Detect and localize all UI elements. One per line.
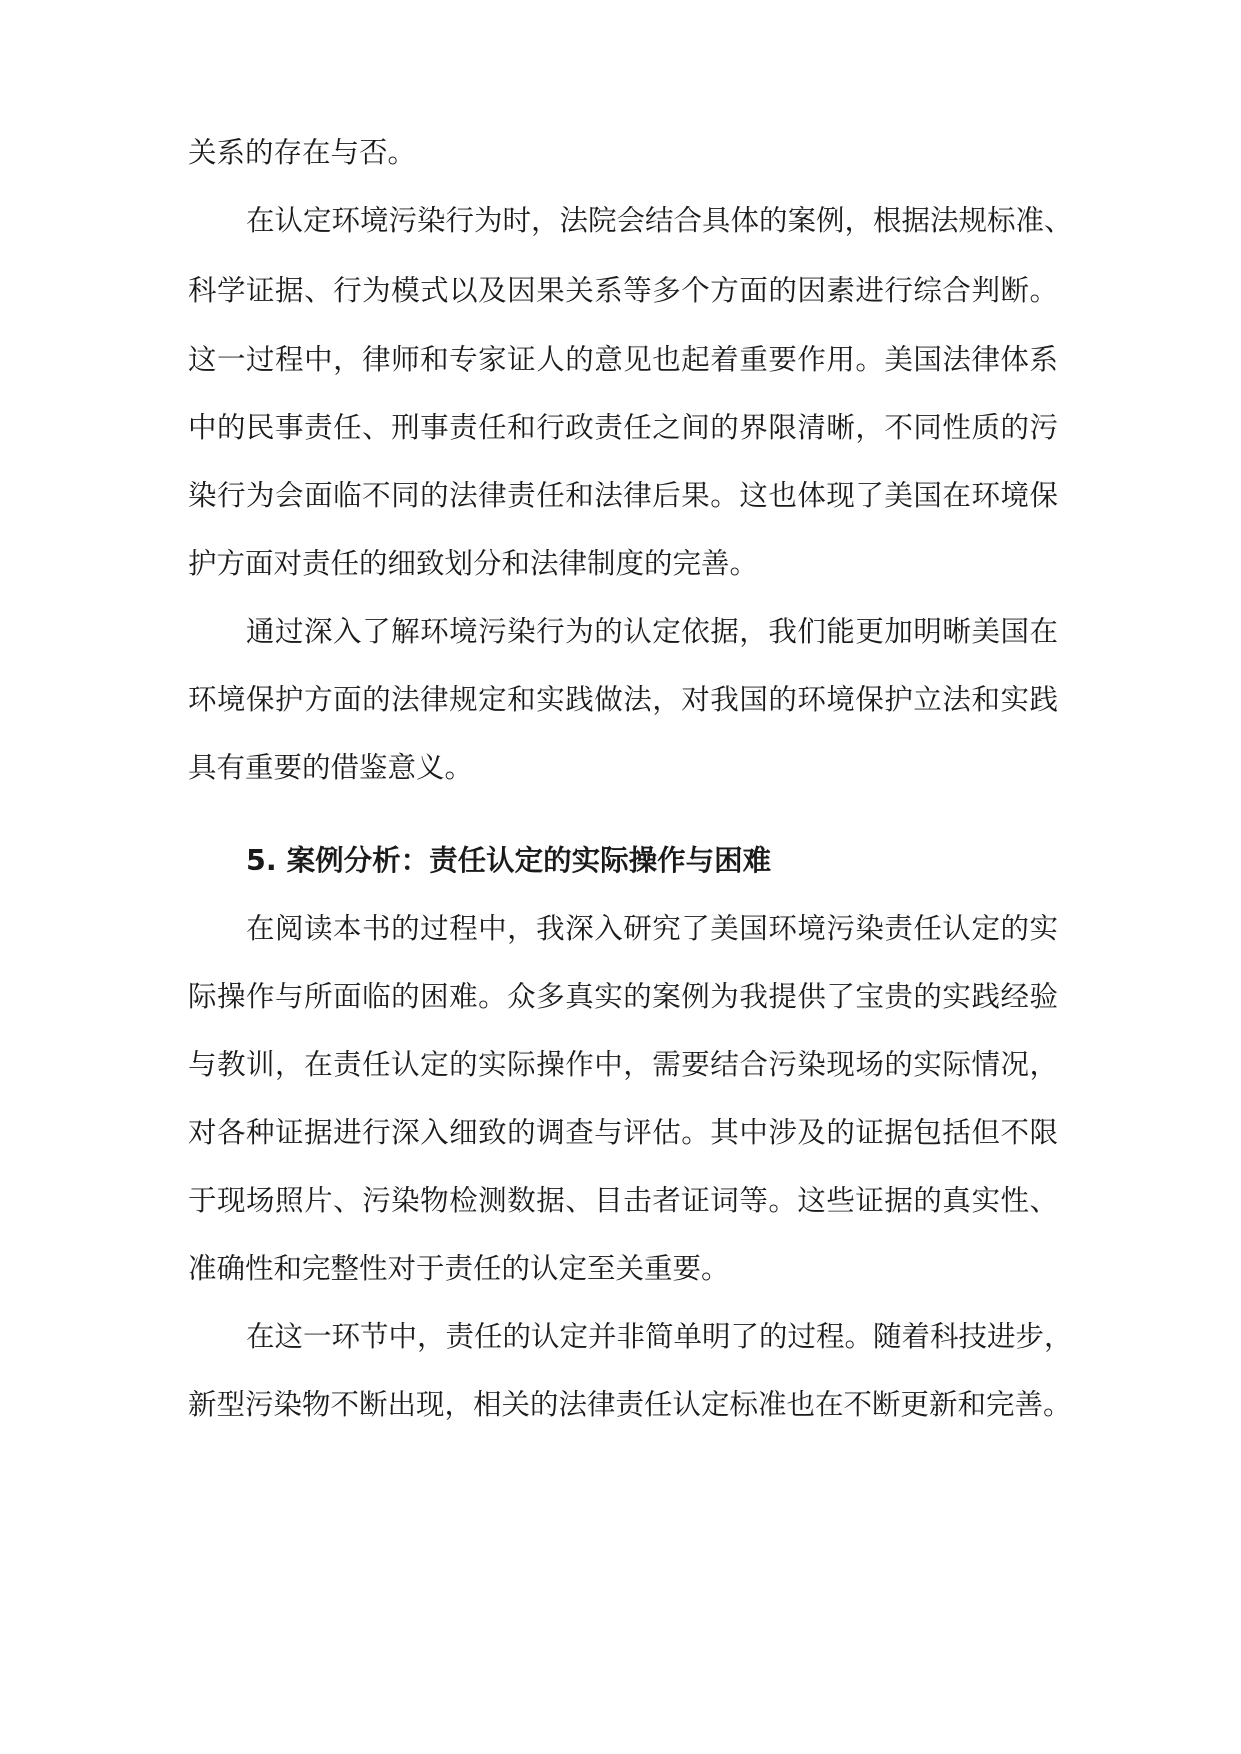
paragraph-3-line-2: 环境保护方面的法律规定和实践做法，对我国的环境保护立法和实践: [188, 683, 1058, 716]
paragraph-4-line-3: 与教训，在责任认定的实际操作中，需要结合污染现场的实际情况，: [188, 1048, 1058, 1081]
paragraph-5-line-2: 新型污染物不断出现，相关的法律责任认定标准也在不断更新和完善。: [188, 1388, 1072, 1421]
paragraph-5-line-1: 在这一环节中，责任的认定并非简单明了的过程。随着科技进步，: [246, 1320, 1073, 1353]
paragraph-4-line-4: 对各种证据进行深入细致的调查与评估。其中涉及的证据包括但不限: [188, 1116, 1058, 1149]
paragraph-2-line-2: 科学证据、行为模式以及因果关系等多个方面的因素进行综合判断。: [188, 274, 1058, 307]
paragraph-4-line-5: 于现场照片、污染物检测数据、目击者证词等。这些证据的真实性、: [188, 1184, 1058, 1217]
paragraph-4-line-2: 际操作与所面临的困难。众多真实的案例为我提供了宝贵的实践经验: [188, 980, 1058, 1013]
paragraph-4-line-6: 准确性和完整性对于责任的认定至关重要。: [188, 1252, 730, 1285]
paragraph-2-line-1: 在认定环境污染行为时，法院会结合具体的案例，根据法规标准、: [246, 204, 1073, 237]
paragraph-2-line-5: 染行为会面临不同的法律责任和法律后果。这也体现了美国在环境保: [188, 479, 1058, 512]
paragraph-4-line-1: 在阅读本书的过程中，我深入研究了美国环境污染责任认定的实: [246, 912, 1058, 945]
paragraph-2-line-3: 这一过程中，律师和专家证人的意见也起着重要作用。美国法律体系: [188, 343, 1058, 376]
paragraph-2-line-6: 护方面对责任的细致划分和法律制度的完善。: [188, 547, 759, 580]
paragraph-2-line-4: 中的民事责任、刑事责任和行政责任之间的界限清晰，不同性质的污: [188, 411, 1058, 444]
paragraph-3-line-3: 具有重要的借鉴意义。: [188, 751, 474, 784]
paragraph-1-line-1: 关系的存在与否。: [188, 136, 417, 169]
section-heading: 5. 案例分析：责任认定的实际操作与困难: [246, 844, 772, 877]
paragraph-3-line-1: 通过深入了解环境污染行为的认定依据，我们能更加明晰美国在: [246, 615, 1058, 648]
